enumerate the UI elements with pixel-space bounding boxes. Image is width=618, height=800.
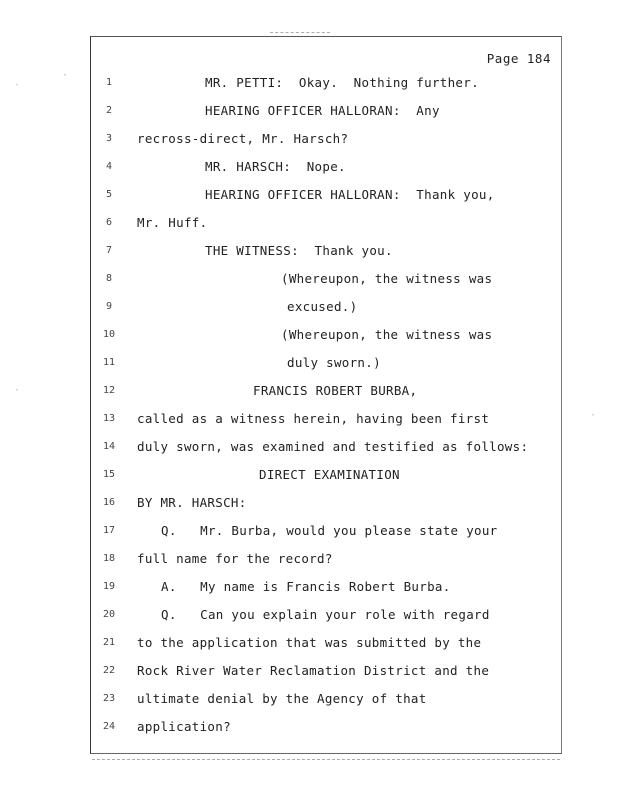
line-number: 10 <box>102 329 116 340</box>
transcript-line <box>91 271 561 289</box>
line-text: ultimate denial by the Agency of that <box>137 691 427 706</box>
transcript-line <box>91 327 561 345</box>
transcript-line <box>91 635 561 653</box>
line-number: 24 <box>102 721 116 732</box>
transcript-line <box>91 579 561 597</box>
line-text: MR. HARSCH: Nope. <box>205 159 346 174</box>
scan-bottom-mark <box>92 759 560 760</box>
transcript-line <box>91 691 561 709</box>
line-text: HEARING OFFICER HALLORAN: Any <box>205 103 440 118</box>
line-number: 12 <box>102 385 116 396</box>
line-text: full name for the record? <box>137 551 333 566</box>
transcript-line <box>91 607 561 625</box>
line-text: recross-direct, Mr. Harsch? <box>137 131 349 146</box>
line-number: 18 <box>102 553 116 564</box>
line-text: duly sworn, was examined and testified as follows: <box>137 439 529 454</box>
scan-speck: · <box>62 70 69 81</box>
line-text: Rock River Water Reclamation District and the <box>137 663 490 678</box>
line-text: HEARING OFFICER HALLORAN: Thank you, <box>205 187 495 202</box>
line-text: application? <box>137 719 231 734</box>
line-number: 14 <box>102 441 116 452</box>
scan-top-mark <box>270 32 330 33</box>
transcript-line <box>91 131 561 149</box>
transcript-line <box>91 299 561 317</box>
line-text: THE WITNESS: Thank you. <box>205 243 393 258</box>
line-number: 5 <box>105 189 113 200</box>
transcript-line <box>91 719 561 737</box>
line-text: DIRECT EXAMINATION <box>259 467 400 482</box>
transcript-line <box>91 243 561 261</box>
line-number: 16 <box>102 497 116 508</box>
line-number: 6 <box>105 217 113 228</box>
line-text: (Whereupon, the witness was <box>281 271 493 286</box>
line-number: 8 <box>105 273 113 284</box>
line-number: 21 <box>102 637 116 648</box>
transcript-line <box>91 467 561 485</box>
line-text: FRANCIS ROBERT BURBA, <box>253 383 418 398</box>
line-number: 23 <box>102 693 116 704</box>
transcript-line <box>91 355 561 373</box>
line-number: 2 <box>105 105 113 116</box>
line-number: 11 <box>102 357 116 368</box>
transcript-line <box>91 523 561 541</box>
line-number: 17 <box>102 525 116 536</box>
transcript-line <box>91 383 561 401</box>
transcript-line <box>91 159 561 177</box>
page-number: Page 184 <box>486 51 551 66</box>
scan-speck: · <box>14 385 21 396</box>
scan-speck: · <box>590 410 597 421</box>
line-number: 4 <box>105 161 113 172</box>
line-number: 3 <box>105 133 113 144</box>
scan-speck: · <box>14 80 21 91</box>
line-number: 15 <box>102 469 116 480</box>
line-text: BY MR. HARSCH: <box>137 495 247 510</box>
line-text: duly sworn.) <box>287 355 381 370</box>
line-text: called as a witness herein, having been first <box>137 411 490 426</box>
line-text: to the application that was submitted by the <box>137 635 482 650</box>
transcript-line <box>91 439 561 457</box>
line-text: Q. Can you explain your role with regard <box>161 607 490 622</box>
line-text: Mr. Huff. <box>137 215 208 230</box>
line-number: 9 <box>105 301 113 312</box>
transcript-page <box>90 36 562 754</box>
transcript-line <box>91 495 561 513</box>
line-text: (Whereupon, the witness was <box>281 327 493 342</box>
line-text: A. My name is Francis Robert Burba. <box>161 579 451 594</box>
transcript-line <box>91 411 561 429</box>
transcript-line <box>91 215 561 233</box>
line-number: 20 <box>102 609 116 620</box>
transcript-line <box>91 75 561 93</box>
line-number: 13 <box>102 413 116 424</box>
transcript-line <box>91 551 561 569</box>
line-text: excused.) <box>287 299 358 314</box>
line-text: MR. PETTI: Okay. Nothing further. <box>205 75 479 90</box>
line-number: 22 <box>102 665 116 676</box>
line-text: Q. Mr. Burba, would you please state your <box>161 523 498 538</box>
line-number: 19 <box>102 581 116 592</box>
transcript-line <box>91 187 561 205</box>
line-number: 1 <box>105 77 113 88</box>
transcript-line <box>91 103 561 121</box>
transcript-line <box>91 663 561 681</box>
line-number: 7 <box>105 245 113 256</box>
